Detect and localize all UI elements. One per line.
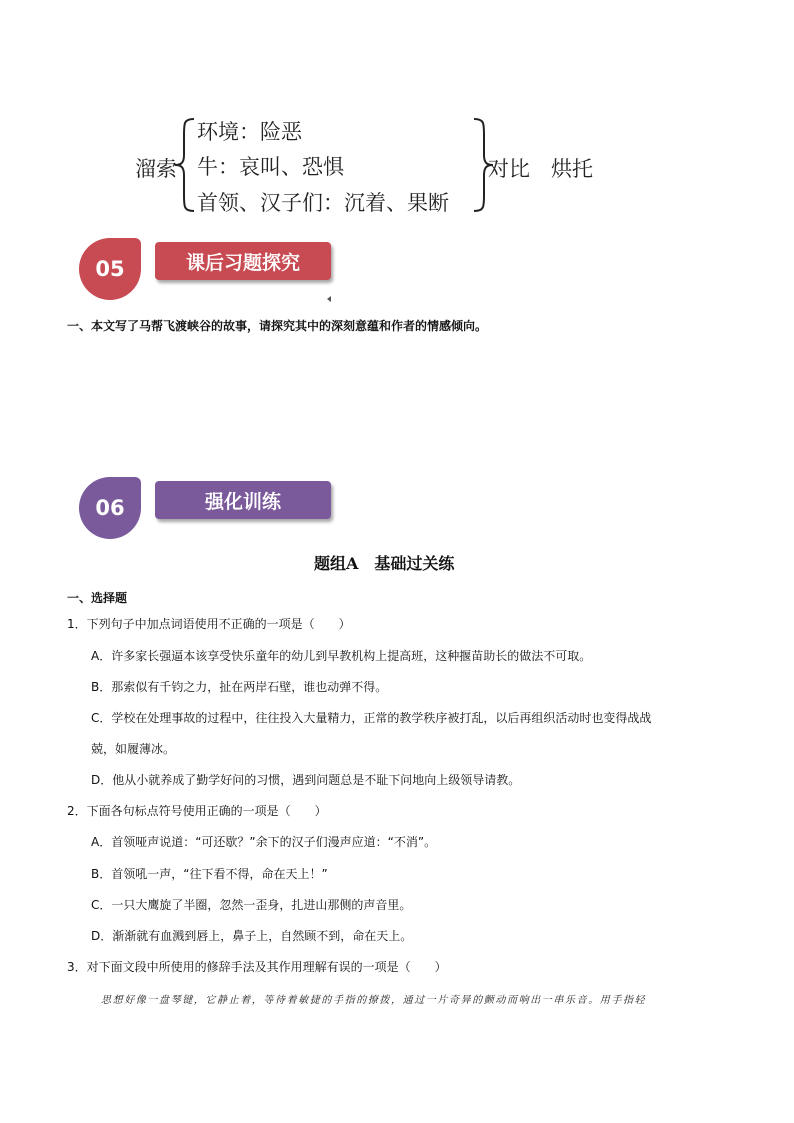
summary-right-label: 对比 烘托 (488, 157, 593, 181)
section-06-number: 06 (79, 477, 141, 539)
question-2-option-d: D．渐渐就有血溅到唇上，鼻子上，自然顾不到，命在天上。 (91, 929, 413, 943)
question-2-option-c: C．一只大鹰旋了半圈，忽然一歪身，扎进山那侧的声音里。 (91, 898, 412, 912)
section-06-title: 强化训练 (155, 481, 331, 519)
question-2-option-a: A．首领哑声说道：“可还歇？”余下的汉子们漫声应道：“不消”。 (91, 835, 437, 849)
section-06-badge (79, 477, 329, 557)
question-2-option-b: B．首领吼一声，“往下看不得，命在天上！” (91, 867, 328, 881)
choice-heading: 一、选择题 (67, 591, 128, 605)
summary-left-label: 溜索 (135, 157, 177, 181)
question-1-option-c: C．学校在处理事故的过程中，往往投入大量精力，正常的教学秩序被打乱，以后再组织活动时也变得战战 (91, 711, 652, 725)
question-1-stem: 1．下列句子中加点词语使用不正确的一项是（ ） (67, 617, 351, 631)
left-brace-icon (172, 115, 198, 215)
section-05-number: 05 (79, 238, 141, 300)
small-marker-icon (327, 296, 331, 302)
question-1-option-b: B．那索似有千钧之力，扯在两岸石壁，谁也动弹不得。 (91, 680, 388, 694)
passage-line: 思想好像一盘琴键，它静止着，等待着敏捷的手指的撩拨，通过一片奇异的颤动而响出一串乐音。用手指轻 (101, 995, 647, 1006)
summary-row-2: 牛：哀叫、恐惧 (197, 155, 344, 179)
question-1-option-c-cont: 兢，如履薄冰。 (91, 742, 176, 756)
question-1-option-d: D．他从小就养成了勤学好问的习惯，遇到问题总是不耻下问地向上级领导请教。 (91, 773, 521, 787)
section-05-badge (79, 238, 329, 318)
summary-row-1: 环境：险恶 (197, 120, 302, 144)
question-2-stem: 2．下面各句标点符号使用正确的一项是（ ） (67, 804, 327, 818)
question-3-stem: 3．对下面文段中所使用的修辞手法及其作用理解有误的一项是（ ） (67, 960, 447, 974)
question-one-text: 一、本文写了马帮飞渡峡谷的故事，请探究其中的深刻意蕴和作者的情感倾向。 (67, 319, 488, 333)
question-1-option-a: A．许多家长强逼本该享受快乐童年的幼儿到早教机构上提高班，这种揠苗助长的做法不可取。 (91, 649, 592, 663)
group-title: 题组A 基础过关练 (314, 554, 455, 573)
section-05-title: 课后习题探究 (155, 242, 331, 280)
summary-row-3: 首领、汉子们：沉着、果断 (197, 191, 449, 215)
